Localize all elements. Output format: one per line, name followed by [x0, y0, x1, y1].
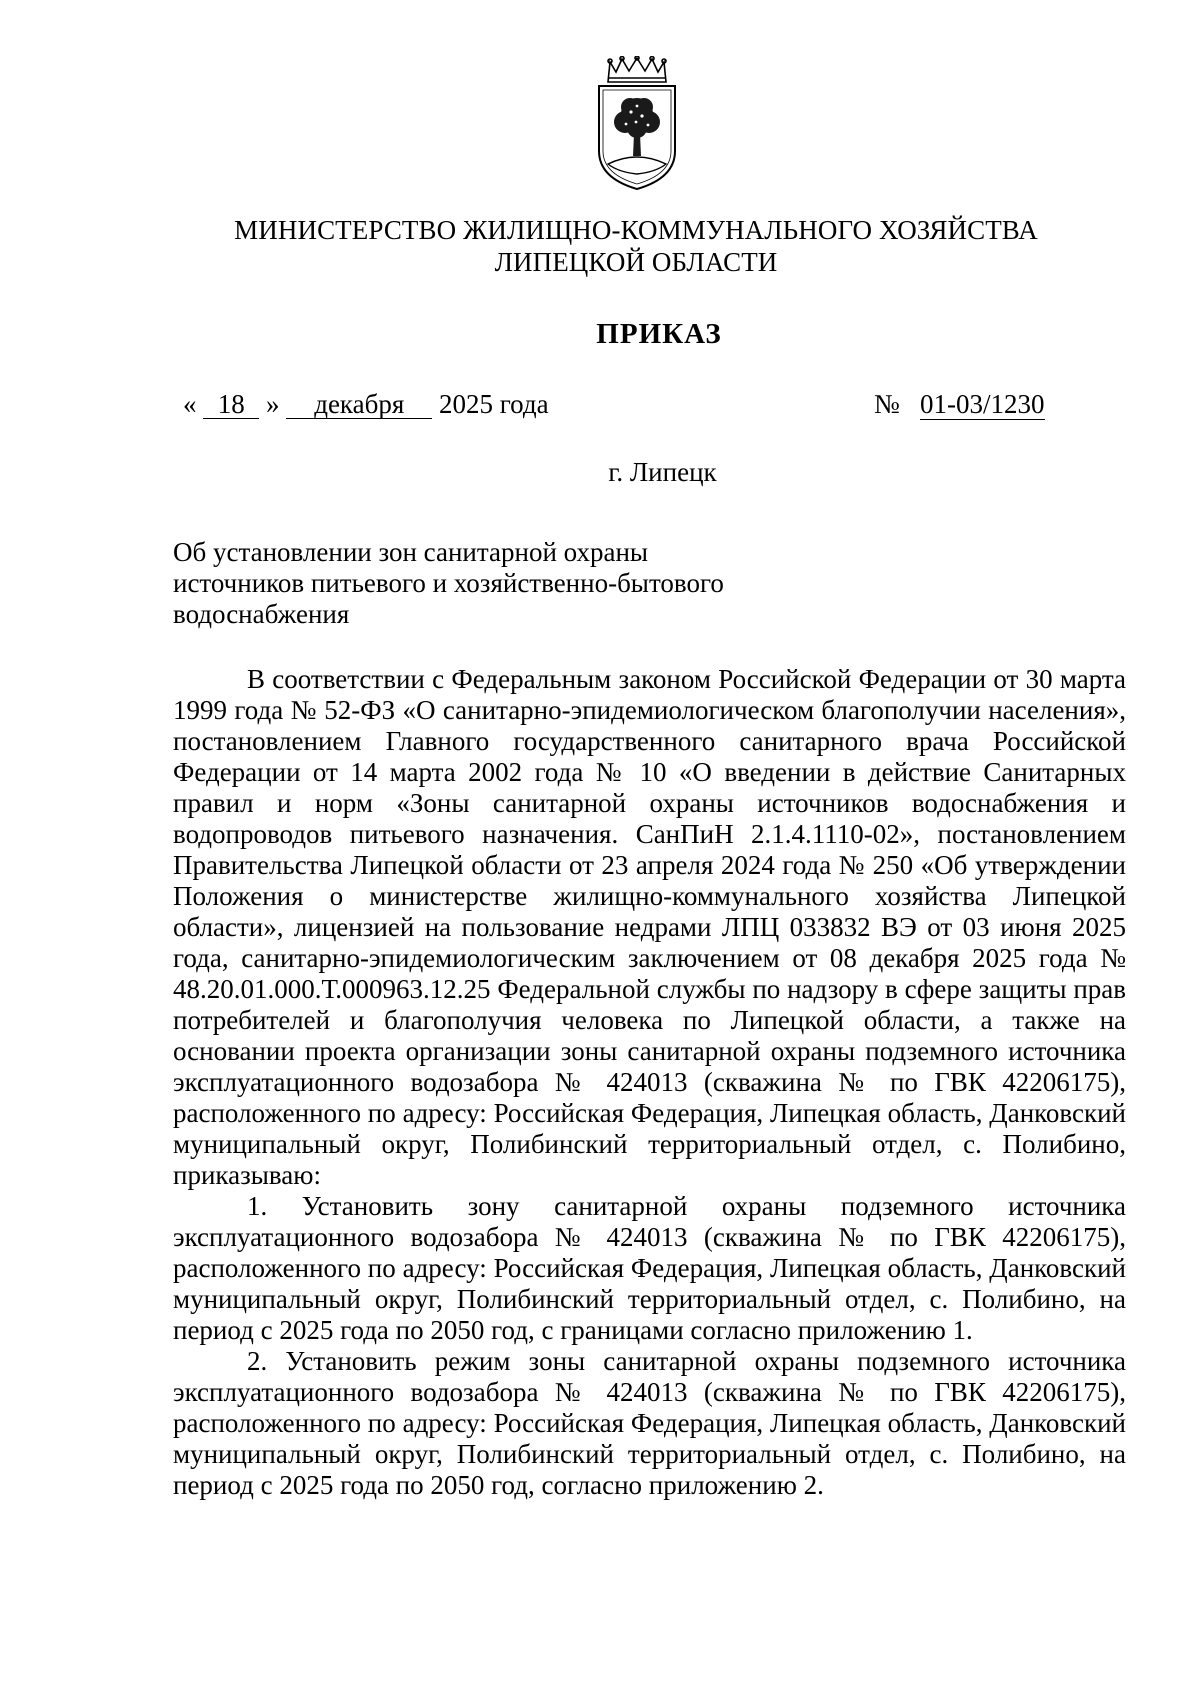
order-item-2: 2. Установить режим зоны санитарной охраны подземного источника эксплуатационного водозабора № 424013 (скважина № по ГВК 42206175), расположенного по адресу: Российская Федерация, Липецкая область, Данковский муниципальный округ, Полибинский территориальный отдел, с. Полибино, на период с 2025 года по 2050 год, согласно приложению 2.: [173, 1346, 1126, 1500]
number-value: 01-03/1230: [920, 389, 1045, 419]
date-month: декабря: [286, 390, 432, 419]
date-year: 2025 года: [439, 389, 549, 419]
document-city: г. Липецк: [608, 457, 717, 487]
preamble-paragraph: В соответствии с Федеральным законом Российской Федерации от 30 марта 1999 года № 52-ФЗ «О санитарно-эпидемиологическом благополучии населения», постановлением Главного государственного санитарного врача Российской Федерации от 14 марта 2002 года № 10 «О введении в действие Санитарных правил и норм «Зоны санитарной охраны источников водоснабжения и водопроводов питьевого назначения. СанПиН 2.1.4.1110-02», постановлением Правительства Липецкой области от 23 апреля 2024 года № 250 «Об утверждении Положения о министерстве жилищно-коммунального хозяйства Липецкой области», лицензией на пользование недрами ЛПЦ 033832 ВЭ от 03 июня 2025 года, санитарно-эпидемиологическим заключением от 08 декабря 2025 года № 48.20.01.000.Т.000963.12.25 Федеральной службы по надзору в сфере защиты прав потребителей и благополучия человека по Липецкой области, а также на основании проекта организации зоны санитарной охраны подземного источника эксплуатационного водозабора № 424013 (скважина № по ГВК 42206175), расположенного по адресу: Российская Федерация, Липецкая область, Данковский муниципальный округ, Полибинский территориальный отдел, с. Полибино, приказываю:: [173, 664, 1126, 1190]
order-item-1: 1. Установить зону санитарной охраны подземного источника эксплуатационного водозабора № 424013 (скважина № по ГВК 42206175), расположенного по адресу: Российская Федерация, Липецкая область, Данковский муниципальный округ, Полибинский территориальный отдел, с. Полибино, на период с 2025 года по 2050 год, с границами согласно приложению 1.: [173, 1191, 1126, 1345]
subject-line2: источников питьевого и хозяйственно-бытового: [173, 568, 724, 598]
number-sign: №: [874, 389, 900, 419]
ministry-name: [0, 214, 1200, 278]
document-number: [874, 388, 1045, 420]
date-day: 18: [203, 390, 259, 419]
quote-open: «: [183, 389, 197, 419]
document-date: [183, 388, 549, 420]
ministry-name-line1: МИНИСТЕРСТВО ЖИЛИЩНО-КОММУНАЛЬНОГО ХОЗЯЙСТВА: [234, 215, 1038, 245]
subject-line1: Об установлении зон санитарной охраны: [173, 537, 649, 567]
quote-close: »: [266, 389, 280, 419]
document-subject: [173, 537, 793, 630]
coat-of-arms-icon: [596, 56, 678, 192]
document-title: ПРИКАЗ: [596, 318, 722, 350]
subject-line3: водоснабжения: [173, 599, 350, 629]
document-body: [173, 664, 1126, 1501]
ministry-name-line2: ЛИПЕЦКОЙ ОБЛАСТИ: [494, 247, 778, 277]
